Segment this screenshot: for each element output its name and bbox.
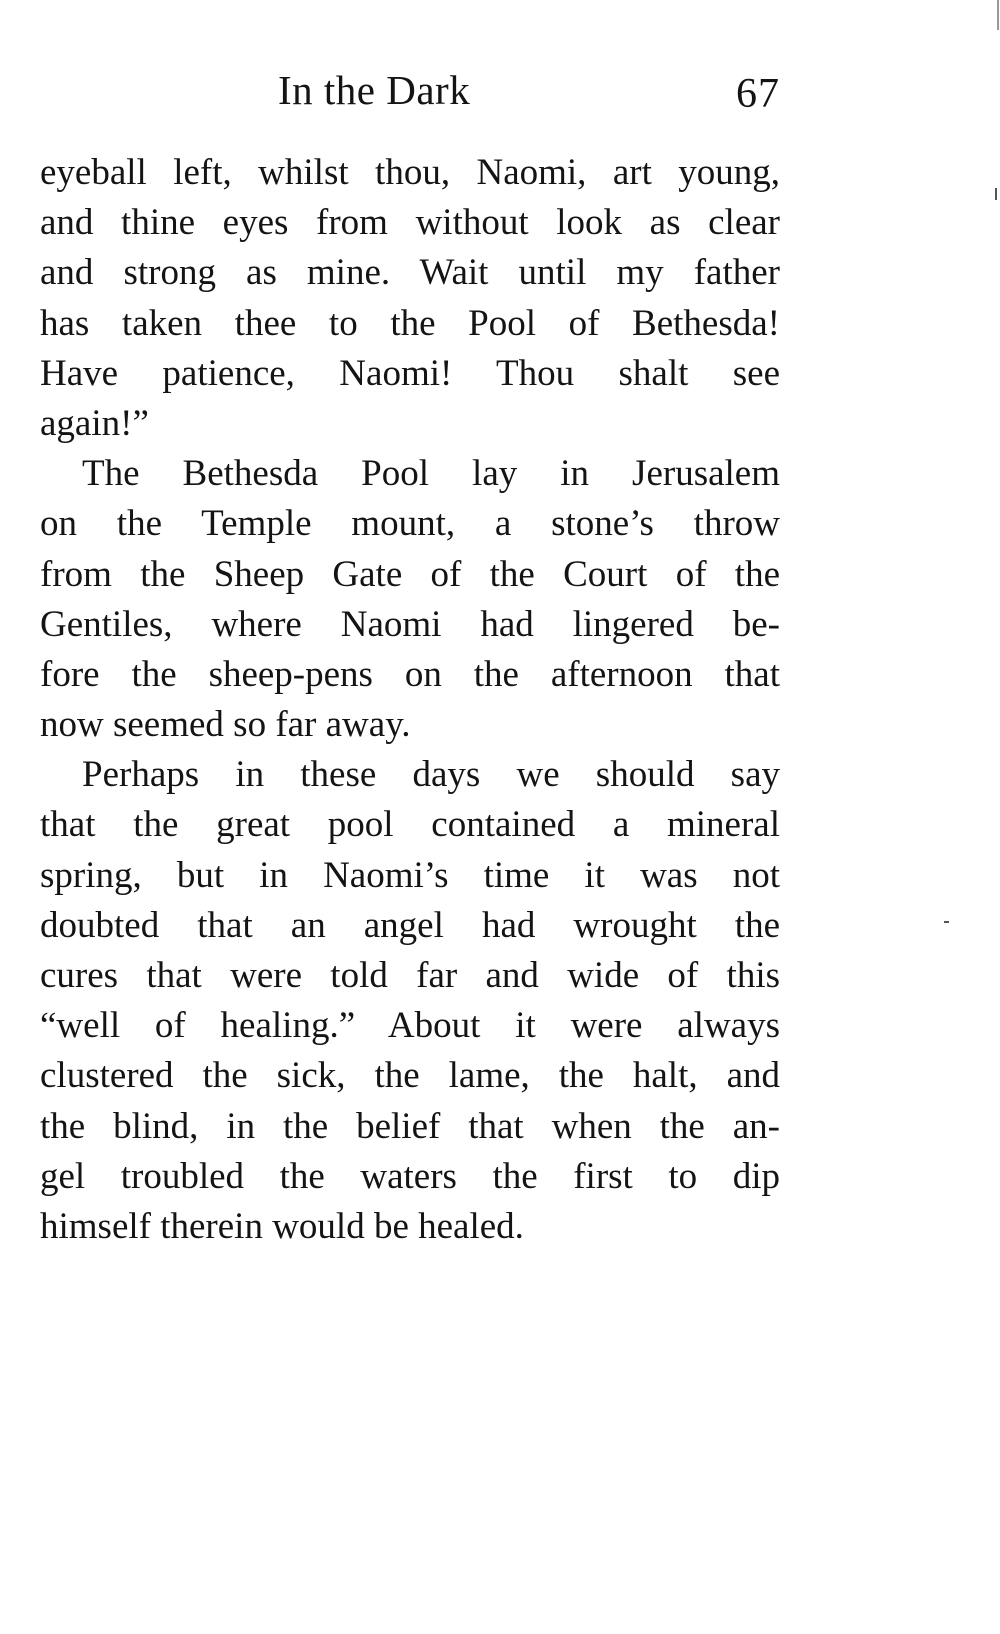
text-line-paragraph-end: again!” [40, 402, 149, 444]
text-line: and strong as mine. Wait until my father [40, 252, 780, 294]
text-line-paragraph-start: The Bethesda Pool lay in Jerusalem [82, 453, 780, 495]
text-line: Have patience, Naomi! Thou shalt see [40, 352, 780, 394]
page-number: 67 [736, 71, 780, 117]
body-text [40, 148, 780, 1252]
text-line: cures that were told far and wide of this [40, 955, 780, 996]
text-line: clustered the sick, the lame, the halt, and [40, 1055, 780, 1097]
text-line-paragraph-start: Perhaps in these days we should say [82, 754, 780, 796]
text-line: gel troubled the waters the first to dip [40, 1155, 780, 1197]
text-line-paragraph-end: himself therein would be healed. [40, 1205, 524, 1247]
text-line: fore the sheep-pens on the afternoon that [40, 653, 780, 695]
scan-speck [997, 0, 999, 30]
text-line: from the Sheep Gate of the Court of the [40, 553, 780, 595]
text-line-paragraph-end: now seemed so far away. [40, 704, 411, 746]
text-line: and thine eyes from without look as clear [40, 202, 780, 244]
text-line: “well of healing.” About it were always [40, 1005, 780, 1047]
text-line: doubted that an angel had wrought the [40, 904, 780, 946]
scan-speck [944, 921, 949, 923]
scan-speck [995, 188, 997, 200]
text-line: spring, but in Naomi’s time it was not [40, 854, 780, 896]
running-title: In the Dark [278, 67, 471, 113]
text-line: eyeball left, whilst thou, Naomi, art young, [40, 152, 780, 193]
running-head [40, 66, 780, 136]
text-line: has taken thee to the Pool of Bethesda! [40, 302, 780, 344]
text-line: that the great pool contained a mineral [40, 804, 780, 846]
text-line: on the Temple mount, a stone’s throw [40, 503, 780, 545]
text-line: the blind, in the belief that when the an- [40, 1105, 780, 1147]
text-line: Gentiles, where Naomi had lingered be- [40, 603, 780, 645]
